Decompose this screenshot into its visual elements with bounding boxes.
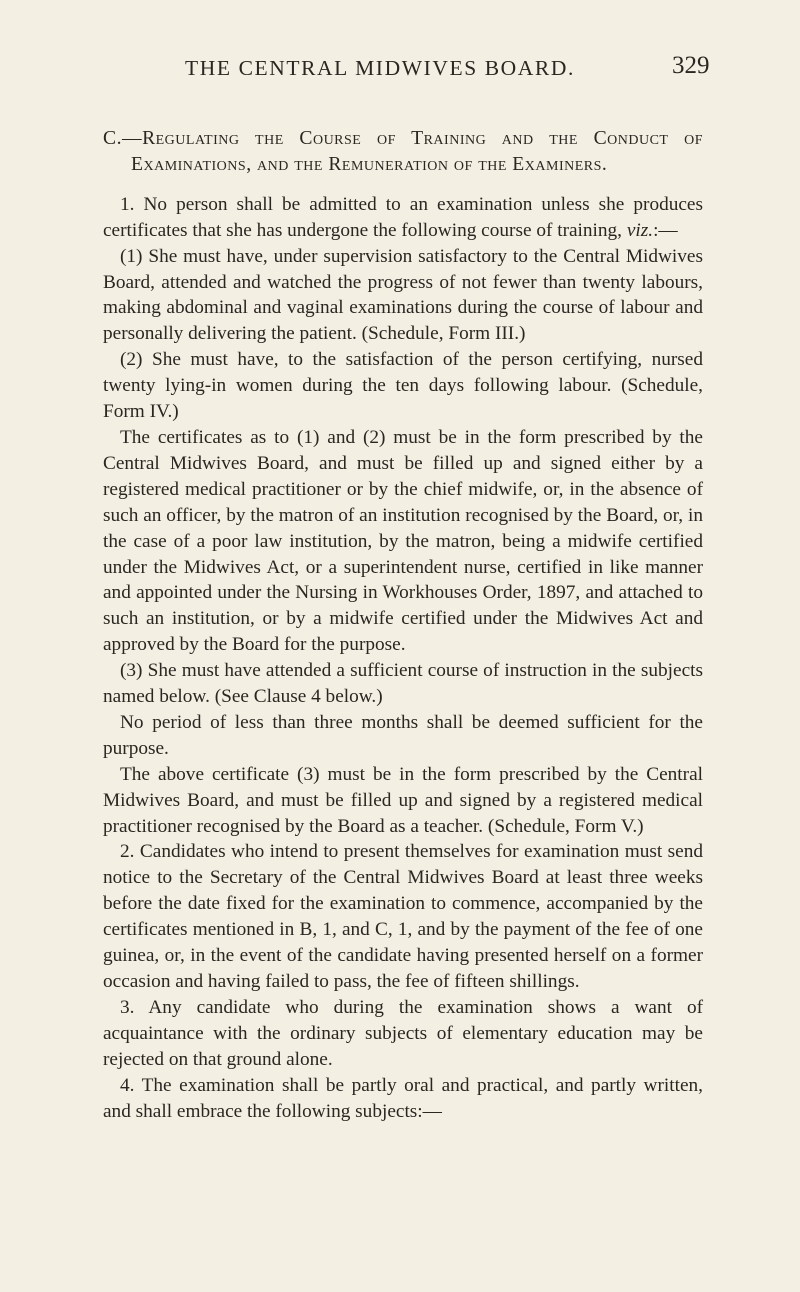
paragraph-1: 1. No person shall be admitted to an examination unless she produces certificates that she has undergone the following course of training, viz.:—: [103, 193, 703, 241]
page-number: 329: [672, 52, 710, 79]
page-body: [103, 126, 703, 1124]
viz-italic: viz.: [626, 219, 654, 241]
running-head: THE CENTRAL MIDWIVES BOARD.: [185, 56, 575, 80]
paragraph-period: No period of less than three months shall be deemed sufficient for the purpose.: [103, 711, 703, 759]
section-label: C.: [103, 128, 122, 149]
paragraph-1-item-2: (2) She must have, to the satisfaction of the person certifying, nursed twenty lying-in women during the ten days following labour. (Schedule, Form IV.): [103, 349, 703, 423]
section-heading-text: —Regulating the Course of Training and the Conduct of Examinations, and the Remuneration of the Examiners.: [121, 128, 703, 175]
paragraph-2: 2. Candidates who intend to present themselves for examination must send notice to the Secretary of the Central Midwives Board at least three weeks before the date fixed for the examination to commence, accompanied by the certificates mentioned in B, 1, and C, 1, and by the payment of the fee of one guinea, or, in the event of the candidate having presented herself on a former occasion and having failed to pass, the fee of fifteen shillings.: [103, 841, 703, 992]
section-heading: [103, 126, 703, 178]
paragraph-certificates: The certificates as to (1) and (2) must be in the form prescribed by the Central Midwives Board, and must be filled up and signed either by a registered medical practitioner or by the chief midwife, or, in the absence of such an officer, by the matron of an institution recognised by the Board, or, in the case of a poor law institution, by the matron, being a midwife certified under the Midwives Act, or a superintendent nurse, certified in like manner and appointed under the Nursing in Workhouses Order, 1897, and attached to such an institution, or by a midwife certified under the Midwives Act and approved by the Board for the purpose.: [103, 426, 703, 656]
paragraph-4: 4. The examination shall be partly oral and practical, and partly written, and shall embrace the following subjects:—: [103, 1074, 703, 1122]
paragraph-1-item-3: (3) She must have attended a sufficient course of instruction in the subjects named below. (See Clause 4 below.): [103, 660, 703, 708]
paragraph-1-item-1: (1) She must have, under supervision satisfactory to the Central Midwives Board, attended and watched the progress of not fewer than twenty labours, making abdominal and vaginal examinations during the course of labour and personally delivering the patient. (Schedule, Form III.): [103, 245, 703, 345]
paragraph-3: 3. Any candidate who during the examination shows a want of acquaintance with the ordinary subjects of elementary education may be rejected on that ground alone.: [103, 996, 703, 1070]
paragraph-certificate-3: The above certificate (3) must be in the form prescribed by the Central Midwives Board, and must be filled up and signed by a registered medical practitioner recognised by the Board as a teacher. (Schedule, Form V.): [103, 763, 703, 837]
